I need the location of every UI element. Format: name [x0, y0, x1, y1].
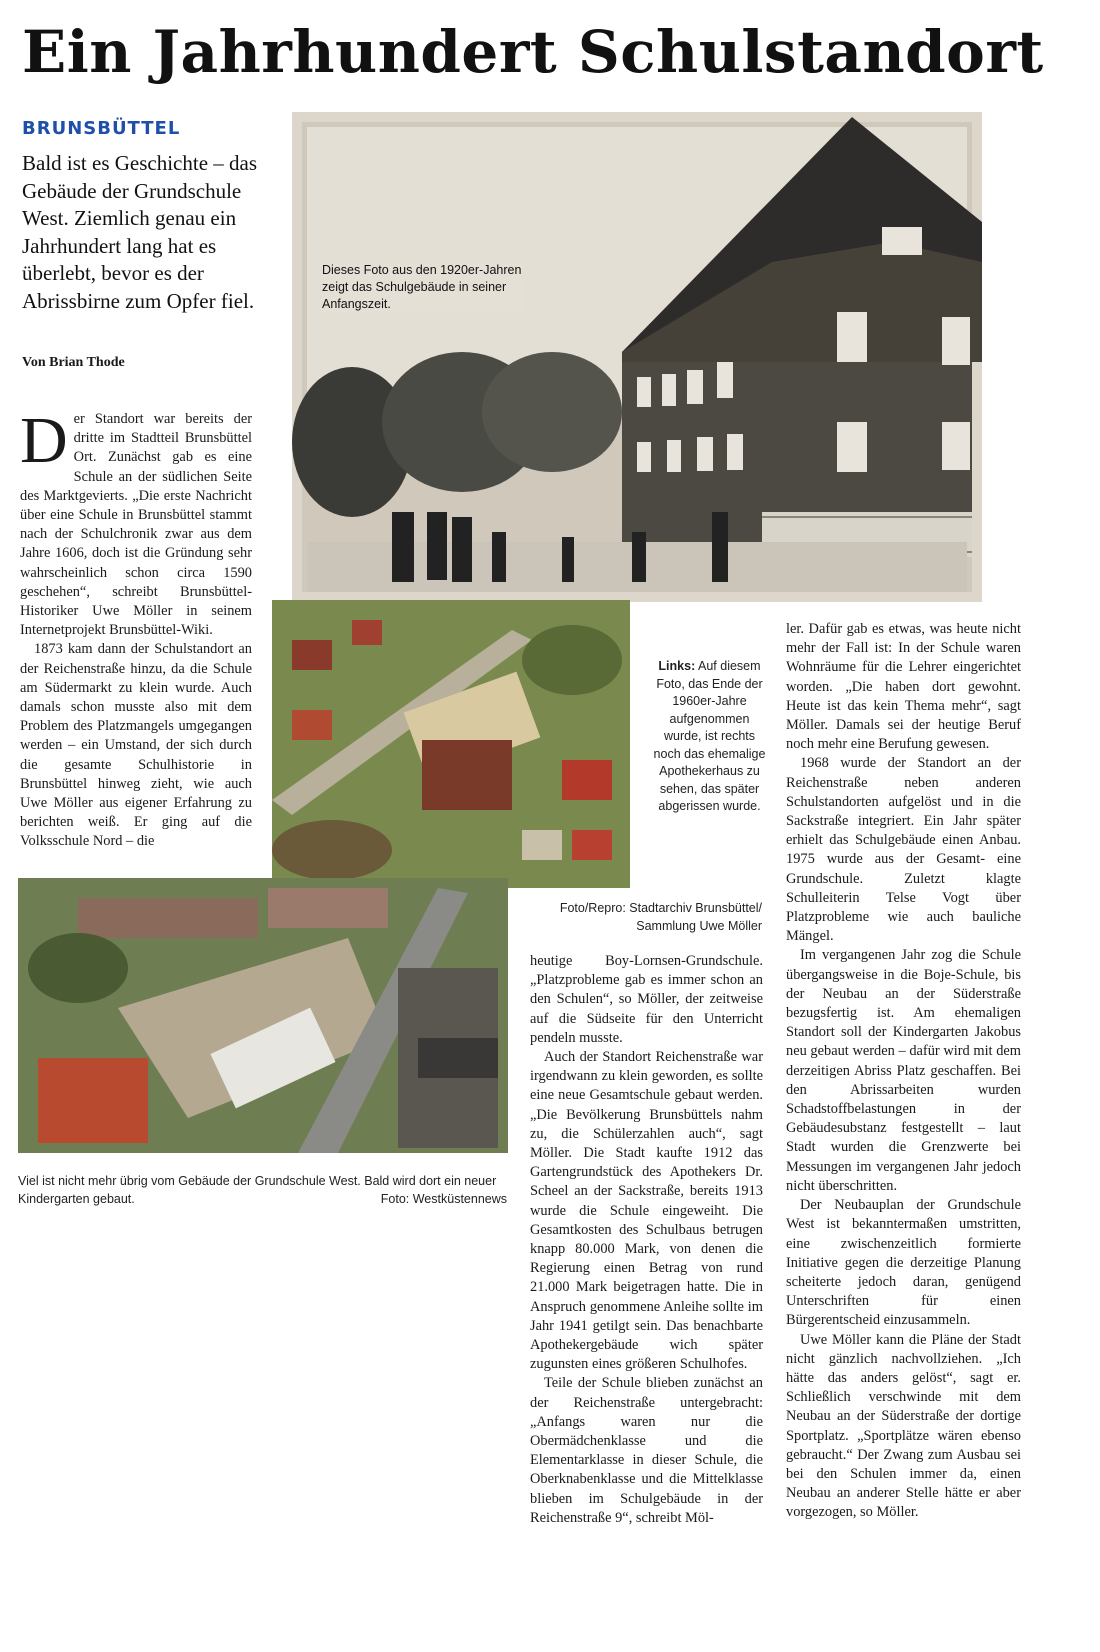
column-2-paragraph-1: heutige Boy-Lornsen-Grundschule. „Platzprobleme gab es immer schon an den Schulen“, so Möller, der zeitweise auf die Südseite für den Unterricht pendeln musste. — [530, 953, 763, 1046]
column-3-paragraph-4: Der Neubauplan der Grundschule West ist bekanntermaßen umstritten, eine zwischenzeitlich formierte Initiative gegen die derzeitige Planung scheiterte jedoch daran, genügend Unterschriften für einen Bürgerentscheid einzusammeln. — [786, 1197, 1021, 1329]
aerial-photo-1960s-credit: Foto/Repro: Stadtarchiv Brunsbüttel/ Sammlung Uwe Möller — [559, 901, 762, 933]
article-column-3 — [786, 620, 1021, 1523]
aerial-photo-1960s — [272, 600, 630, 888]
column-3-paragraph-3: Im vergangenen Jahr zog die Schule übergangsweise in die Boje-Schule, bis der Neubau an der Süderstraße bezugsfertig ist. Am ehemaligen Standort soll der Kindergarten Jakobus neu gebaut werden – dafür wird mit dem derzeitigen Abriss Platz geschaffen. Bei den Abrissarbeiten wurden Schadstoffbelastungen in der Gebäudesubstanz festgestellt – laut Stadt wurden die Grenzwerte bei Messungen im vergangenen Jahr jedoch nicht überschritten. — [786, 947, 1021, 1194]
demolition-aerial-photo — [18, 878, 508, 1153]
kicker-location: BRUNSBÜTTEL — [22, 118, 181, 139]
column-3-paragraph-2: 1968 wurde der Standort an der Reichenstraße neben anderen Schulstandorten aufgelöst und in die Sackstraße integriert. Ein Jahr später erhielt das Schulgebäude einen Anbau. 1975 wurde aus der Gesamt- eine Grundschule. Zuletzt klagte Schulleiterin Telse Vogt über Platzprobleme wie auch bauliche Mängel. — [786, 755, 1021, 945]
column-1-paragraph-2: 1873 kam dann der Schulstandort an der Reichenstraße hinzu, da die Schule am Südermarkt zu klein wurde. Auch damals schon musste also mit dem Problem des Platzmangels umgegangen werden – ein Umstand, der sich durch die gesamte Schulhistorie in Brunsbüttel hinweg zieht, wie auch Uwe Möller aus eigener Erfahrung zu berichten weiß. Er ging auf die Volksschule Nord – die — [20, 641, 252, 850]
headline: Ein Jahrhundert Schulstandort — [22, 18, 1044, 86]
column-2-paragraph-2: Auch der Standort Reichenstraße war irgendwann zu klein geworden, es sollte eine neue Gesamtschule gebaut werden. „Die Bevölkerung Brunsbüttels nahm zu, die Schülerzahlen auch“, sagt Möller. Die Stadt kaufte 1912 das Gartengrundstück des Apothekers Dr. Scheel an der Sackstraße, bereits 1913 wurde die Schule eingeweiht. Die Gesamtkosten des Schulbaus betrugen knapp 80.000 Mark, von denen die Regierung einen Betrag von rund 21.000 Mark beigetragen hatte. Die in Anspruch genommene Anleihe sollte im Jahr 1941 getilgt sein. Das benachbarte Apothekergebäude wich später zugunsten eines größeren Schulhofes. — [530, 1049, 763, 1373]
demolition-photo-credit: Foto: Westküstennews — [380, 1192, 507, 1206]
caption-text: Auf diesem Foto, das Ende der 1960er-Jahre aufgenommen wurde, ist rechts noch das ehemalige Apothekerhaus zu sehen, das später abgerissen wurde. — [653, 659, 766, 813]
demolition-photo-caption: Viel ist nicht mehr übrig vom Gebäude der Grundschule West. Bald wird dort ein neuer Kindergarten gebaut. — [18, 1174, 497, 1206]
historic-school-photo — [292, 112, 982, 602]
caption-label-links: Links: — [658, 659, 696, 673]
article-column-1 — [20, 404, 252, 852]
column-2-paragraph-3: Teile der Schule blieben zunächst an der Reichenstraße untergebracht: „Anfangs waren nur die Obermädchenklasse und die Elementarklasse in dieser Schule, die Oberknabenklasse und die Mittelklasse blieben im Schulgebäude in der Reichenstraße 9“, schreibt Möl- — [530, 1375, 763, 1526]
column-3-paragraph-5: Uwe Möller kann die Pläne der Stadt nicht gänzlich nachvollziehen. „Ich hätte das anders gelöst“, sagt er. Schließlich verschwinde mit dem Neubau an der Süderstraße der dortige Sportplatz. „Sportplätze wären ebenso gebraucht.“ Der Zwang zum Ausbau sei bei den Schulen immer da, einen Neubau an anderer Stelle hätte er aber vorgezogen, so Möller. — [786, 1331, 1021, 1521]
byline: Von Brian Thode — [22, 355, 125, 370]
dropcap: D — [20, 404, 68, 477]
column-1-paragraph-1: er Standort war bereits der dritte im Stadtteil Brunsbüttel Ort. Zunächst gab es eine Schule an der südlichen Seite des Marktgevierts. „Die erste Nachricht über eine Schule in Brunsbüttel stammt nach der Schulchronik zwar aus dem Jahre 1606, doch ist die Gründung sehr wahrscheinlich schon circa 1590 geschehen“, schreibt Brunsbüttel-Historiker Uwe Möller in seinem Internetprojekt Brunsbüttel-Wiki. — [20, 411, 252, 639]
column-3-paragraph-1: ler. Dafür gab es etwas, was heute nicht mehr der Fall ist: In der Schule waren Wohnräume für die Lehrer eingerichtet worden. „Die haben dort gewohnt. Heute ist das kein Thema mehr“, sagt Möller. Damals sei der heutige Beruf noch mehr eine Berufung gewesen. — [786, 621, 1021, 753]
historic-photo-caption: Dieses Foto aus den 1920er-Jahren zeigt das Schulgebäude in seiner Anfangszeit. — [322, 263, 522, 311]
article-column-2 — [530, 952, 763, 1528]
lead-paragraph: Bald ist es Geschichte – das Gebäude der Grundschule West. Ziemlich genau ein Jahrhundert lang hat es überlebt, bevor es der Abrissbirne zum Opfer fiel. — [22, 151, 258, 313]
aerial-photo-1960s-caption — [652, 658, 767, 816]
